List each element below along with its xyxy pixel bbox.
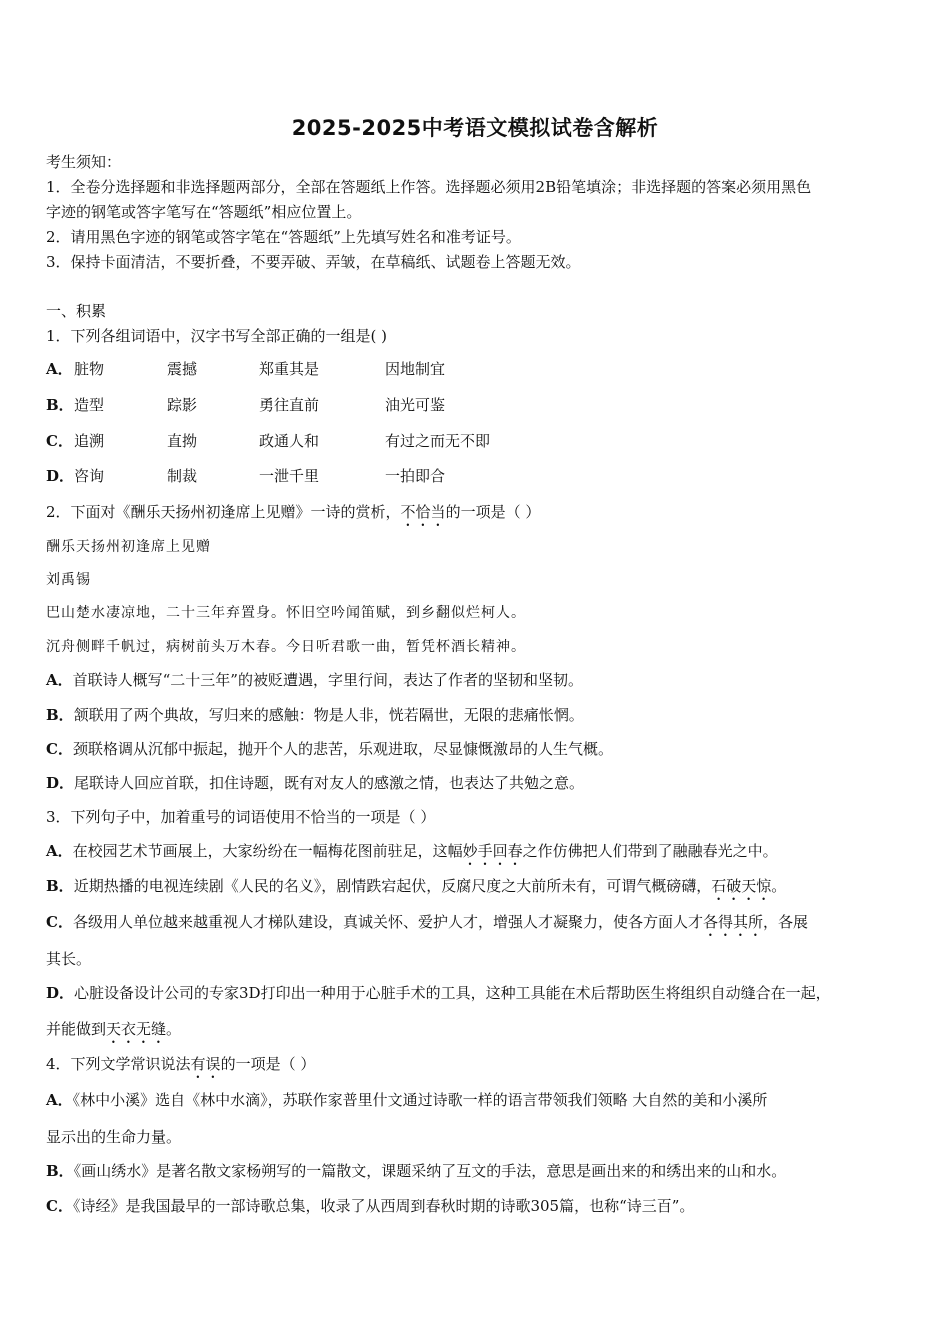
q2-option-b [46, 705, 584, 725]
q2-option-b-label: B． [46, 706, 74, 724]
q2-option-b-text: 颔联用了两个典故，写归来的感触：物是人非，恍若隔世，无限的悲痛怅惘。 [73, 706, 584, 724]
q2-option-c-text: 颈联格调从沉郁中振起，抛开个人的悲苦，乐观进取，尽显慷慨激昂的人生气概。 [72, 740, 613, 758]
q4-option-c-text: 《诗经》是我国最早的一部诗歌总集，收录了从西周到春秋时期的诗歌305篇，也称“诗三百”。 [72, 1197, 695, 1215]
q3-option-c-continuation: 其长。 [46, 950, 92, 968]
q4-option-c [46, 1196, 694, 1216]
q1-b-word-2: 踪影 [167, 396, 198, 414]
q2-option-c-label: C． [46, 740, 73, 758]
q1-d-word-1: 咨询 [74, 467, 105, 485]
q3-option-d-pre: 心脏设备设计公司的专家3D打印出一种用于心脏手术的工具，这种工具能在术后帮助医生将组织自动缝合在一起， [74, 984, 831, 1002]
q3-option-d-cont-pre: 并能做到 [46, 1020, 107, 1038]
q1-d-word-3: 一泄千里 [259, 467, 320, 485]
poem-author: 刘禹锡 [46, 572, 91, 588]
notice-heading: 考生须知： [46, 153, 122, 171]
q3-option-d-label: D． [46, 984, 75, 1002]
q3-stem: 3．下列句子中，加着重号的词语使用不恰当的一项是（ ） [46, 808, 436, 826]
q3-option-c-pre: 各级用人单位越来越重视人才梯队建设，真诚关怀、爱护人才，增强人才凝聚力，使各方面人才 [72, 913, 703, 931]
section-heading: 一、积累 [46, 302, 107, 320]
q1-c-word-1: 追溯 [74, 432, 105, 450]
q1-d-word-2: 制裁 [167, 467, 198, 485]
q3-option-d [46, 983, 831, 1003]
poem-title: 酬乐天扬州初逢席上见赠 [46, 539, 211, 555]
q3-option-b-label: B． [46, 877, 74, 895]
q4-option-a [46, 1090, 767, 1110]
q3-option-a-emphasis: 妙手回春 [462, 842, 523, 860]
q3-option-a-post: 之作仿佛把人们带到了融融春光之中。 [522, 842, 778, 860]
notice-line-1: 1．全卷分选择题和非选择题两部分，全部在答题纸上作答。选择题必须用2B铅笔填涂；非选择题的答案必须用黑色 [46, 178, 812, 196]
q2-stem-post: 的一项是（ ） [445, 503, 541, 521]
q1-b-word-3: 勇往直前 [259, 396, 320, 414]
q3-option-b [46, 876, 786, 904]
q1-c-word-3: 政通人和 [259, 432, 320, 450]
q2-stem-emphasis: 不恰当 [400, 503, 446, 521]
q1-option-b-label: B． [46, 396, 74, 414]
q1-option-a-label: A． [46, 360, 73, 378]
q2-option-d-label: D． [46, 774, 75, 792]
q2-option-a-text: 首联诗人概写“二十三年”的被贬遭遇，字里行间，表达了作者的坚韧和坚韧。 [72, 671, 583, 689]
q3-option-b-pre: 近期热播的电视连续剧《人民的名义》，剧情跌宕起伏，反腐尺度之大前所未有，可谓气概磅礴， [73, 877, 712, 895]
poem-line-2: 沉舟侧畔千帆过，病树前头万木春。今日听君歌一曲，暂凭杯酒长精神。 [46, 639, 526, 655]
q1-stem: 1．下列各组词语中，汉字书写全部正确的一组是( ) [46, 327, 388, 345]
q2-option-c [46, 739, 613, 759]
q3-option-d-emphasis: 天衣无缝 [106, 1020, 167, 1038]
q3-option-a-label: A． [46, 842, 73, 860]
poem-line-1: 巴山楚水凄凉地，二十三年弃置身。怀旧空吟闻笛赋，到乡翻似烂柯人。 [46, 605, 526, 621]
q2-option-a [46, 670, 583, 690]
q4-stem-emphasis: 有误 [190, 1055, 221, 1073]
q4-stem-pre: 4．下列文学常识说法 [46, 1055, 191, 1073]
q1-a-word-4: 因地制宜 [385, 360, 446, 378]
q1-b-word-4: 油光可鉴 [385, 396, 446, 414]
notice-line-2: 字迹的钢笔或答字笔写在“答题纸”相应位置上。 [46, 203, 362, 221]
notice-line-4: 3．保持卡面清洁，不要折叠，不要弄破、弄皱，在草稿纸、试题卷上答题无效。 [46, 253, 581, 271]
q1-b-word-1: 造型 [74, 396, 105, 414]
q4-option-b-text: 《画山绣水》是著名散文家杨朔写的一篇散文，课题采纳了互文的手法，意思是画出来的和绣出来的山和水。 [73, 1162, 787, 1180]
q4-option-b-label: B． [46, 1162, 74, 1180]
q3-option-c-label: C． [46, 913, 73, 931]
q2-stem [46, 502, 540, 530]
q1-a-word-2: 震撼 [167, 360, 198, 378]
q3-option-d-cont-post: 。 [166, 1020, 182, 1038]
q3-option-a [46, 841, 778, 869]
q4-option-b [46, 1161, 786, 1181]
q1-c-word-2: 直拗 [167, 432, 198, 450]
q4-option-a-text: 《林中小溪》选自《林中水滴》，苏联作家普里什文通过诗歌一样的语言带领我们领略 大自然的美和小溪所 [72, 1091, 768, 1109]
q1-d-word-4: 一拍即合 [385, 467, 446, 485]
q3-option-b-emphasis: 石破天惊 [711, 877, 772, 895]
q2-option-d [46, 773, 584, 793]
q4-stem [46, 1054, 315, 1082]
q3-option-c-post: ，各展 [762, 913, 808, 931]
q1-a-word-3: 郑重其是 [259, 360, 320, 378]
q3-option-b-post: 。 [771, 877, 787, 895]
q2-option-d-text: 尾联诗人回应首联，扣住诗题，既有对友人的感激之情，也表达了共勉之意。 [74, 774, 585, 792]
q4-option-a-continuation: 显示出的生命力量。 [46, 1128, 182, 1146]
q1-option-d-label: D． [46, 467, 75, 485]
q4-option-a-label: A． [46, 1091, 73, 1109]
q4-option-c-label: C． [46, 1197, 73, 1215]
q3-option-a-pre: 在校园艺术节画展上，大家纷纷在一幅梅花图前驻足，这幅 [72, 842, 463, 860]
q4-stem-post: 的一项是（ ） [220, 1055, 316, 1073]
q1-option-c-label: C． [46, 432, 73, 450]
q3-option-c [46, 912, 808, 940]
notice-line-3: 2．请用黑色字迹的钢笔或答字笔在“答题纸”上先填写姓名和准考证号。 [46, 228, 521, 246]
page-title: 2025-2025中考语文模拟试卷含解析 [291, 116, 659, 140]
q2-option-a-label: A． [46, 671, 73, 689]
q1-a-word-1: 脏物 [74, 360, 105, 378]
q3-option-d-continuation [46, 1019, 181, 1047]
q1-c-word-4: 有过之而无不即 [385, 432, 491, 450]
q3-option-c-emphasis: 各得其所 [702, 913, 763, 931]
q2-stem-pre: 2．下面对《酬乐天扬州初逢席上见赠》一诗的赏析， [46, 503, 401, 521]
